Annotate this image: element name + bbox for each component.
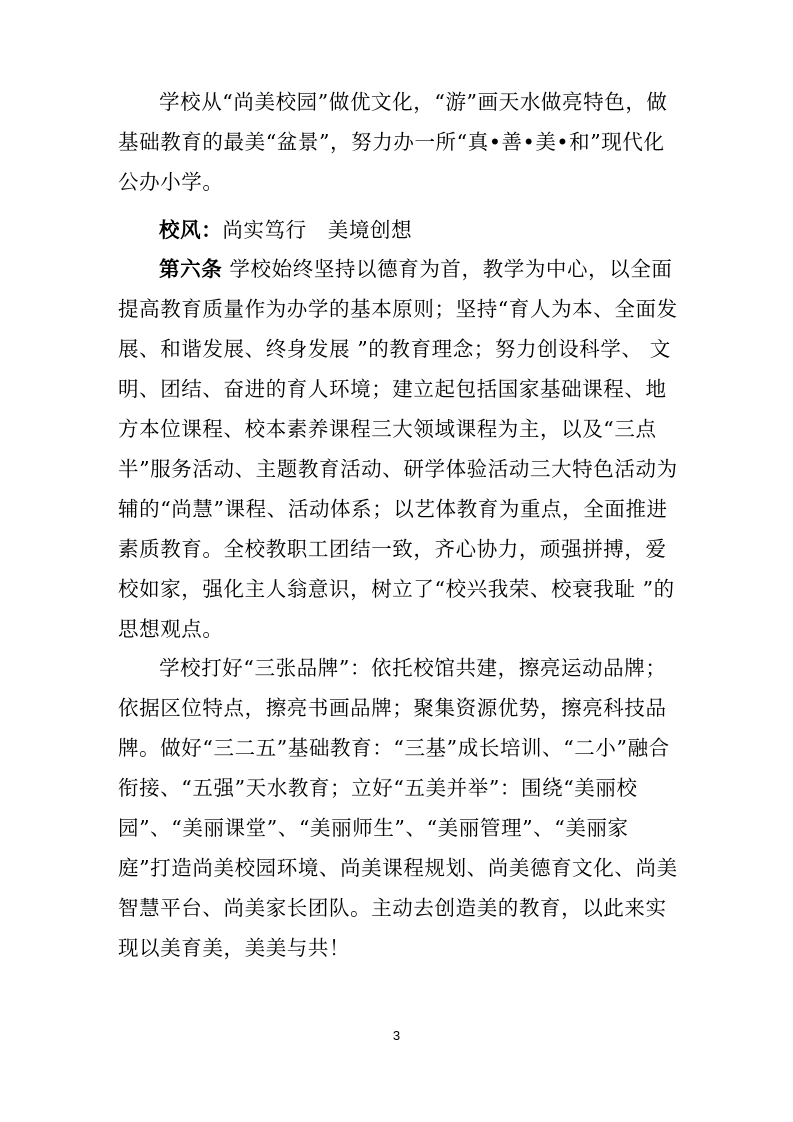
motto-label: 校风： (159, 218, 223, 242)
page-number: 3 (392, 1028, 401, 1043)
motto-text: 尚实笃行 美境创想 (222, 218, 413, 242)
paragraph-text: 学校打好“三张品牌”：依托校馆共建，擦亮运动品牌；依据区位特点，擦亮书画品牌；聚集资源优势，擦亮科技品牌。做好“三二五”基础教育：“三基”成长培训、“二小”融合衔接、“五强”天水教育；立好“五美并举”：围绕“美丽校园”、“美丽课堂”、“美丽师生”、“美丽管理”、“美丽家庭”打造尚美校园环境、尚美课程规划、尚美德育文化、尚美智慧平台、尚美家长团队。主动去创造美的教育，以此来实现以美育美，美美与共！ (118, 656, 678, 960)
paragraph-school-motto (118, 210, 678, 250)
paragraph-article-six (118, 249, 678, 649)
paragraph-school-brands (118, 648, 678, 968)
paragraph-school-culture (118, 82, 678, 202)
article-text: 学校始终坚持以德育为首，教学为中心，以全面提高教育质量作为办学的基本原则；坚持“育人为本、全面发展、和谐发展、终身发展 ”的教育理念；努力创设科学、 文明、团结、奋进的育人环境；建立起包括国家基础课程、地方本位课程、校本素养课程三大领域课程为主，以及“三点半”服务活动、主题教育活动、研学体验活动三大特色活动为辅的“尚慧”课程、活动体系；以艺体教育为重点，全面推进素质教育。全校教职工团结一致，齐心协力，顽强拼搏，爱校如家，强化主人翁意识，树立了“校兴我荣、校衰我耻 ”的思想观点。 (118, 257, 678, 641)
paragraph-text: 学校从“尚美校园”做优文化，“游”画天水做亮特色，做基础教育的最美“盆景”，努力办一所“真•善•美•和”现代化公办小学。 (118, 90, 668, 194)
article-label: 第六条 (159, 257, 223, 281)
